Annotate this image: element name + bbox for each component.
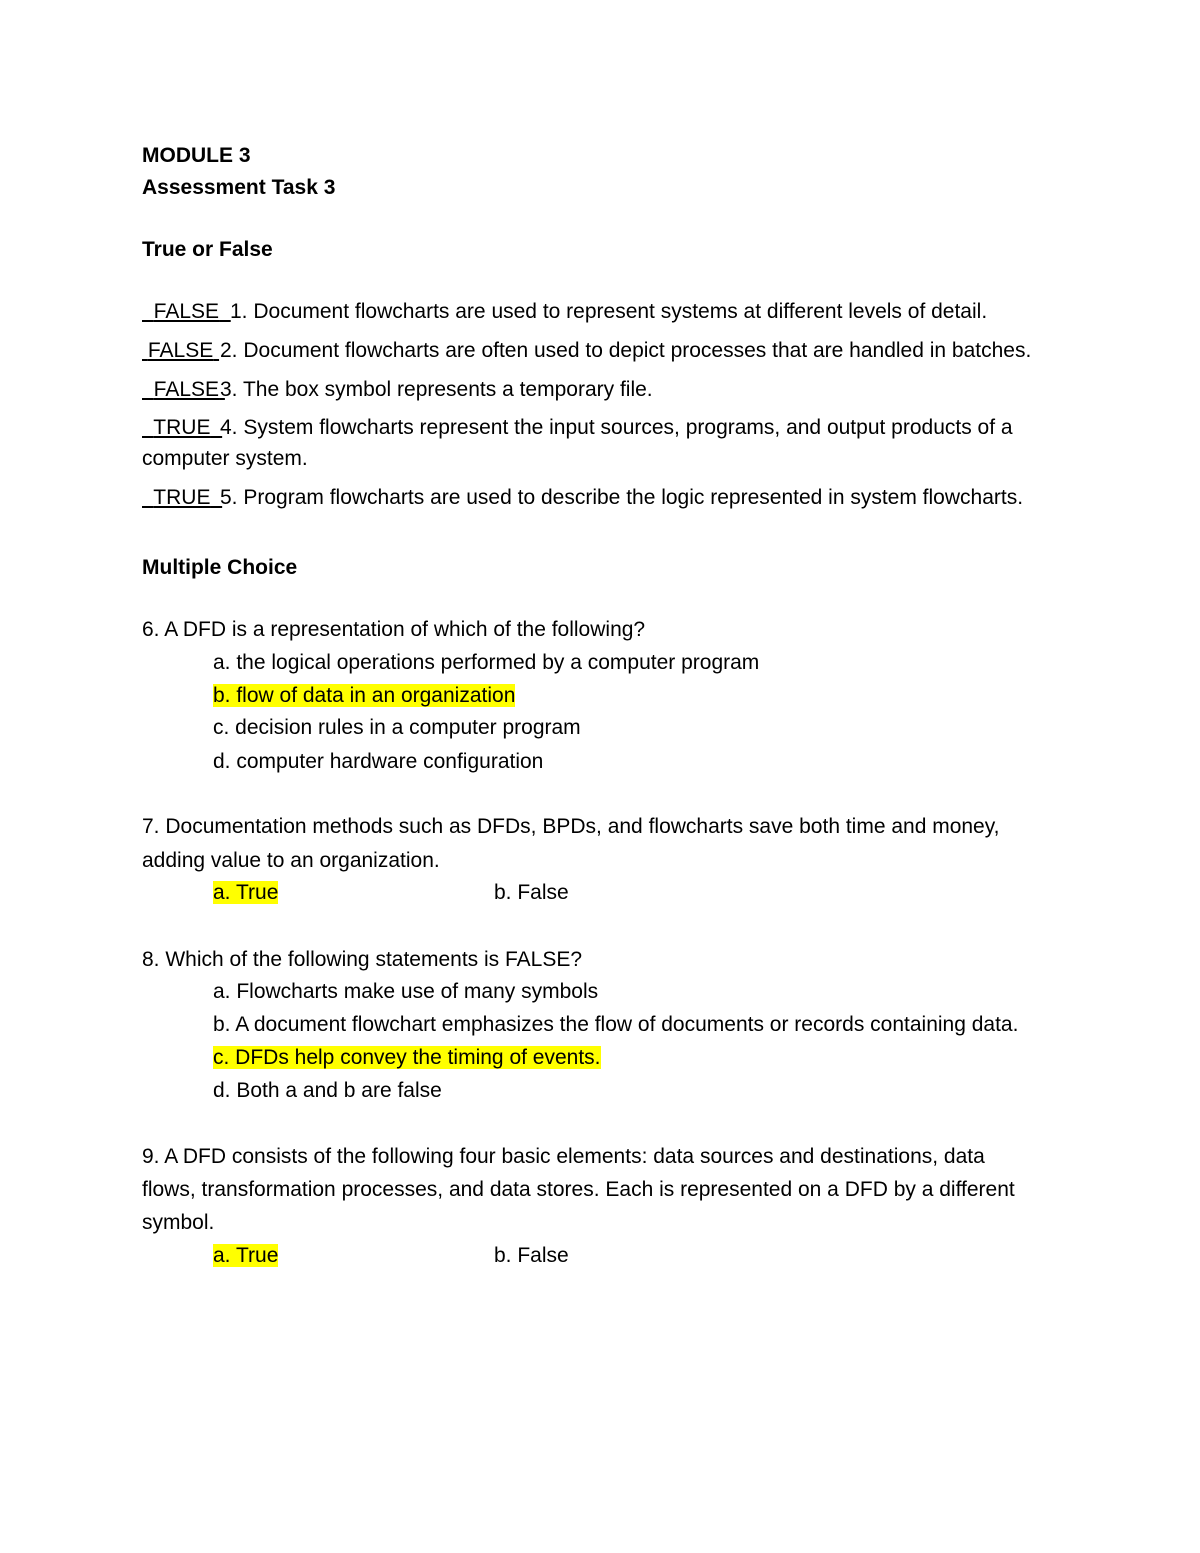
tf-answer-blank: FALSE (153, 300, 220, 323)
question-6: 6. A DFD is a representation of which of the following? (142, 618, 646, 641)
tf-answer-blank: FALSE (147, 339, 214, 362)
question-7-line-2: adding value to an organization. (142, 849, 440, 872)
module-title: MODULE 3 (142, 144, 251, 167)
question-7-line-1: 7. Documentation methods such as DFDs, BPDs, and flowcharts save both time and money, (142, 815, 1000, 838)
q9-option-b: b. False (494, 1244, 569, 1267)
tf-item-5 (142, 482, 1023, 514)
tf-item-1 (142, 296, 987, 328)
tf-answer-blank: FALSE (153, 378, 220, 401)
assessment-task-title: Assessment Task 3 (142, 176, 336, 199)
question-9-line-2: flows, transformation processes, and data stores. Each is represented on a DFD by a different (142, 1178, 1015, 1201)
q6-option-c: c. decision rules in a computer program (213, 716, 581, 739)
q9-options-row (213, 1240, 278, 1272)
answer-highlight: c. DFDs help convey the timing of events. (213, 1046, 601, 1069)
tf-statement: 1. Document flowcharts are used to represent systems at different levels of detail. (230, 300, 988, 323)
tf-statement: 2. Document flowcharts are often used to depict processes that are handled in batches. (220, 339, 1032, 362)
q7-options-row (213, 877, 713, 909)
tf-statement: 4. System flowcharts represent the input sources, programs, and output products of a (220, 416, 1013, 439)
tf-answer-blank: TRUE (153, 416, 211, 439)
tf-item-4 (142, 412, 1013, 444)
q6-option-d: d. computer hardware configuration (213, 750, 544, 773)
tf-answer-blank: TRUE (153, 486, 211, 509)
q8-option-b: b. A document flowchart emphasizes the flow of documents or records containing data. (213, 1013, 1019, 1036)
q9-option-a-highlighted: a. True (213, 1244, 279, 1267)
multiple-choice-heading: Multiple Choice (142, 556, 298, 579)
tf-statement: 5. Program flowcharts are used to describe the logic represented in system flowcharts. (220, 486, 1024, 509)
answer-highlight: b. flow of data in an organization (213, 684, 516, 707)
question-9-line-1: 9. A DFD consists of the following four basic elements: data sources and destinations, data (142, 1145, 985, 1168)
tf-item-3 (142, 374, 653, 406)
q6-option-a: a. the logical operations performed by a computer program (213, 651, 760, 674)
q8-option-a: a. Flowcharts make use of many symbols (213, 980, 599, 1003)
q8-option-d: d. Both a and b are false (213, 1079, 442, 1102)
q6-option-b-highlighted (213, 680, 515, 712)
tf-item-4-continuation: computer system. (142, 447, 308, 470)
question-8: 8. Which of the following statements is FALSE? (142, 948, 583, 971)
tf-statement: 3. The box symbol represents a temporary file. (220, 378, 653, 401)
tf-item-2 (142, 335, 1031, 367)
question-9-line-3: symbol. (142, 1211, 215, 1234)
q7-option-a-highlighted: a. True (213, 881, 279, 904)
true-false-heading: True or False (142, 238, 273, 261)
q7-option-b: b. False (494, 881, 569, 904)
q8-option-c-highlighted (213, 1042, 601, 1074)
